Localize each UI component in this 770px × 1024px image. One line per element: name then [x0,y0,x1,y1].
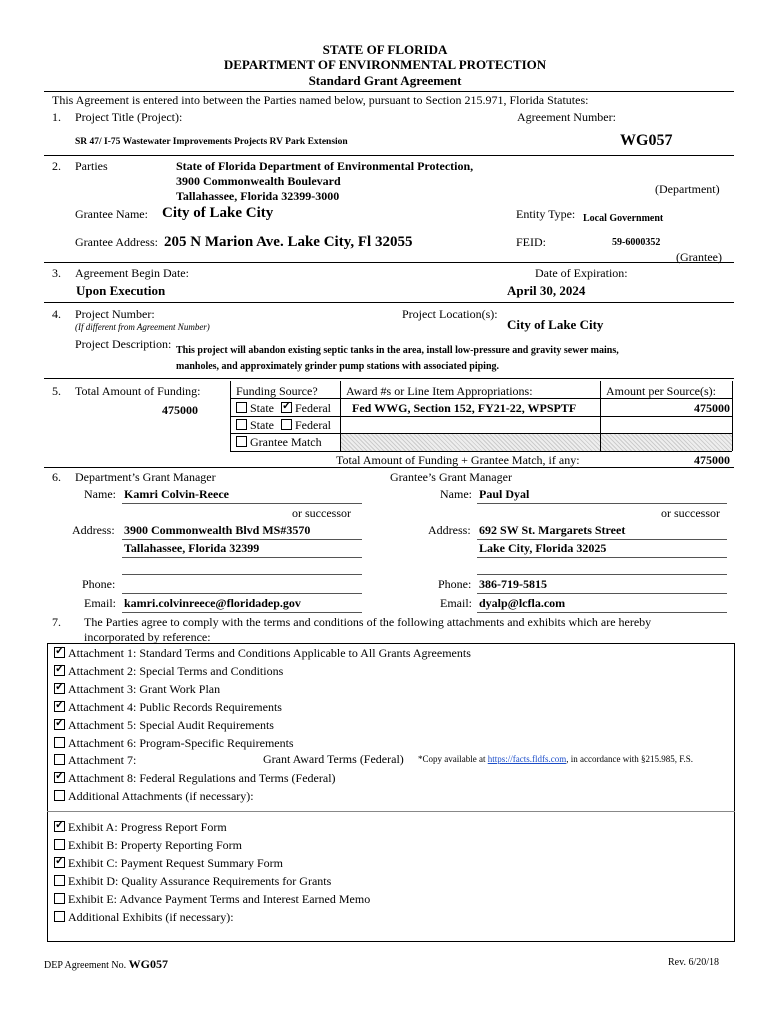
col-award: Award #s or Line Item Appropriations: [346,384,533,398]
begin-date-value: Upon Execution [76,283,166,298]
grantee-phone-label: Phone: [438,577,472,591]
row2-federal-checkbox[interactable] [281,419,292,430]
exhibit-2-row [54,838,242,853]
dep-address2: Tallahassee, Florida 32399 [124,541,260,555]
row1-state-checkbox[interactable] [236,402,247,413]
project-location-value: City of Lake City [507,317,604,332]
row1-federal-checkbox[interactable] [281,402,292,413]
grantee-address1: 692 SW St. Margarets Street [479,523,626,537]
row1-federal-label: Federal [295,401,331,415]
exhibit-3-label: Exhibit C: Payment Request Summary Form [68,855,283,870]
attachment-3-checkbox[interactable] [54,683,65,694]
grantee-name-label: Grantee Name: [75,207,148,221]
grantee-address-label: Grantee Address: [75,235,158,249]
s3-label: Agreement Begin Date: [75,266,189,280]
exhibit-1-label: Exhibit A: Progress Report Form [68,820,227,834]
attachment-1-row [54,646,471,661]
grantee-phone: 386-719-5815 [479,577,547,591]
s7-text2: incorporated by reference: [84,630,211,644]
attachment-5-row [54,718,274,733]
feid-value: 59-6000352 [612,237,661,248]
s6-num: 6. [52,470,61,484]
dep-manager-heading: Department’s Grant Manager [75,470,216,484]
grantee-address-value: 205 N Marion Ave. Lake City, Fl 32055 [164,234,413,250]
dep-manager-name: Kamri Colvin-Reece [124,487,229,501]
row1-award-value: Fed WWG, Section 152, FY21-22, WPSPTF [352,401,577,415]
attachment-5-checkbox[interactable] [54,719,65,730]
exhibit-5-label: Exhibit E: Advance Payment Terms and Interest Earned Memo [68,891,371,906]
dep-name-label: Name: [84,487,116,501]
grantee-name-label2: Name: [440,487,472,501]
s3-num: 3. [52,266,61,280]
grantee-tag: (Grantee) [676,250,722,264]
attachment-5-label: Attachment 5: Special Audit Requirements [68,717,274,732]
row1-state-label: State [250,401,274,415]
attachment-9-row [54,789,254,804]
expiration-value: April 30, 2024 [507,283,586,298]
grantee-name-value: City of Lake City [162,205,274,221]
attachment-9-label: Additional Attachments (if necessary): [68,789,254,804]
dep-email: kamri.colvinreece@floridadep.gov [124,596,301,610]
grantee-email: dyalp@lcfla.com [479,596,566,610]
project-description-label: Project Description: [75,337,172,351]
attachment-4-checkbox[interactable] [54,701,65,712]
grantee-or-successor: or successor [661,506,720,520]
exhibit-5-row [54,892,370,907]
footer-agreement-value: WG057 [128,957,168,971]
attachment-7-label: Attachment 7: [68,753,137,768]
attachment-4-row [54,700,282,715]
s7-text1: The Parties agree to comply with the terms and conditions of the following attachments and exhibits which are hereby [84,615,652,629]
dep-party-addr2: Tallahassee, Florida 32399-3000 [176,189,340,203]
attachment-3-label: Attachment 3: Grant Work Plan [68,681,221,696]
department-tag: (Department) [655,182,720,196]
grantee-email-label: Email: [440,596,472,610]
exhibit-4-label: Exhibit D: Quality Assurance Requirements for Grants [68,873,332,888]
col-amount: Amount per Source(s): [606,384,716,398]
total-match-label: Total Amount of Funding + Grantee Match, if any: [336,453,580,467]
att7-note-post: , in accordance with §215.985, F.S. [566,754,693,764]
attachment-1-checkbox[interactable] [54,647,65,658]
s5-num: 5. [52,384,61,398]
footer-revision: Rev. 6/20/18 [668,957,720,968]
grantee-manager-name: Paul Dyal [479,487,530,501]
header-line3: Standard Grant Agreement [308,73,462,88]
s4-num: 4. [52,307,61,321]
attachment-8-label: Attachment 8: Federal Regulations and Terms (Federal) [68,771,336,786]
row2-federal-label: Federal [295,418,331,432]
project-title-value: SR 47/ I-75 Wastewater Improvements Projects RV Park Extension [75,137,348,147]
exhibit-3-checkbox[interactable] [54,857,65,868]
agreement-number-value: WG057 [620,132,673,149]
col-funding-source: Funding Source? [236,384,318,398]
project-description-line2: manholes, and approximately grinder pump stations with associated piping. [176,361,500,372]
exhibit-3-row [54,856,283,871]
project-description-line1: This project will abandon existing septic tanks in the area, install low-pressure and gravity sewer mains, [176,345,619,356]
s2-num: 2. [52,159,61,173]
attachment-8-row [54,771,336,786]
feid-label: FEID: [516,235,546,249]
dep-or-successor: or successor [292,506,351,520]
dep-party-name: State of Florida Department of Environmental Protection, [176,159,474,173]
dep-address-label: Address: [72,523,115,537]
attachment-2-checkbox[interactable] [54,665,65,676]
footer-agreement-label: DEP Agreement No. [44,960,127,971]
attachment-2-label: Attachment 2: Special Terms and Conditions [68,663,284,678]
expiration-label: Date of Expiration: [535,266,628,280]
dep-phone-label: Phone: [82,577,116,591]
exhibit-5-checkbox[interactable] [54,893,65,904]
att7-note-pre: *Copy available at [418,754,486,764]
project-location-label: Project Location(s): [402,307,498,321]
agreement-number-label: Agreement Number: [517,110,616,124]
attachment-7-checkbox[interactable] [54,754,65,765]
s7-num: 7. [52,615,61,629]
total-match-value: 475000 [694,453,730,467]
row2-state-label: State [250,418,274,432]
attachment-6-label: Attachment 6: Program-Specific Requirements [68,735,294,750]
intro-text: This Agreement is entered into between the Parties named below, pursuant to Section 215.971, Florida Statutes: [52,93,589,107]
s1-label: Project Title (Project): [75,110,183,124]
grantee-address-label2: Address: [428,523,471,537]
exhibit-4-row [54,874,331,889]
attachment-1-label: Attachment 1: Standard Terms and Conditions Applicable to All Grants Agreements [68,646,471,660]
dep-email-label: Email: [84,596,116,610]
s5-label: Total Amount of Funding: [75,384,201,398]
total-funding-value: 475000 [162,403,198,417]
row3-match-checkbox[interactable] [236,436,247,447]
attachment-6-row [54,736,294,751]
header-line1: STATE OF FLORIDA [322,42,448,57]
dep-address1: 3900 Commonwealth Blvd MS#3570 [124,523,311,537]
exhibit-6-row [54,910,234,925]
attachment-8-checkbox[interactable] [54,772,65,783]
dep-party-addr1: 3900 Commonwealth Boulevard [176,174,341,188]
project-number-note: (If different from Agreement Number) [75,322,210,332]
row1-amount-value: 475000 [694,401,730,415]
grantee-address2: Lake City, Florida 32025 [479,541,607,555]
s4-label: Project Number: [75,307,155,321]
attachment-6-checkbox[interactable] [54,737,65,748]
s1-num: 1. [52,110,61,124]
attachment-9-checkbox[interactable] [54,790,65,801]
exhibit-4-checkbox[interactable] [54,875,65,886]
header-line2: DEPARTMENT OF ENVIRONMENTAL PROTECTION [223,57,547,72]
entity-type-label: Entity Type: [516,207,576,221]
att7-extra: Grant Award Terms (Federal) [263,752,404,766]
entity-type-value: Local Government [583,213,664,224]
s2-label: Parties [75,159,108,173]
exhibit-2-label: Exhibit B: Property Reporting Form [68,837,242,852]
exhibit-6-label: Additional Exhibits (if necessary): [68,909,234,924]
exhibit-2-checkbox[interactable] [54,839,65,850]
row2-state-checkbox[interactable] [236,419,247,430]
row3-match-label: Grantee Match [250,435,322,449]
attachment-3-row [54,682,220,697]
facts-link[interactable]: https://facts.fldfs.com [487,754,567,764]
attachment-2-row [54,664,283,679]
exhibit-1-checkbox[interactable] [54,821,65,832]
exhibit-1-row [54,820,227,835]
attachment-4-label: Attachment 4: Public Records Requirements [68,699,282,714]
exhibit-6-checkbox[interactable] [54,911,65,922]
grantee-manager-heading: Grantee’s Grant Manager [390,470,512,484]
attachment-7-row [54,753,136,768]
